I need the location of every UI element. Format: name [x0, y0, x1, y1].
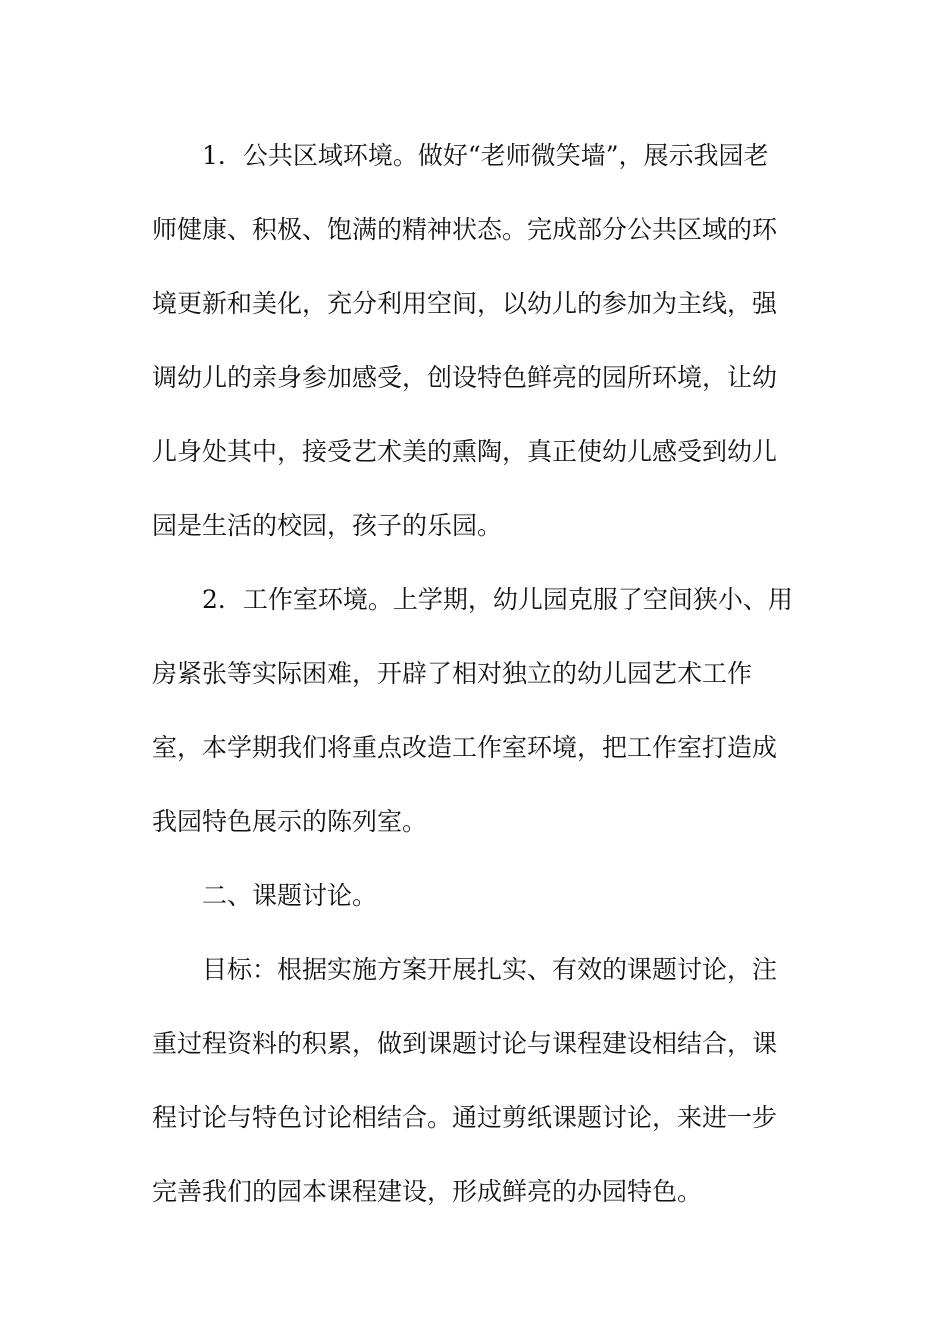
text-line: 1．公共区域环境。做好“老师微笑墙”，展示我园老	[202, 141, 769, 170]
text-line: 重过程资料的积累，做到课题讨论与课程建设相结合，课	[152, 1029, 778, 1058]
text-line: 师健康、积极、饱满的精神状态。完成部分公共区域的环	[152, 215, 778, 244]
text-line: 境更新和美化，充分利用空间，以幼儿的参加为主线，强	[152, 289, 778, 318]
text-line: 2．工作室环境。上学期，幼儿园克服了空间狭小、用	[202, 585, 793, 614]
text-line: 完善我们的园本课程建设，形成鲜亮的办园特色。	[152, 1177, 703, 1206]
text-line: 程讨论与特色讨论相结合。通过剪纸课题讨论，来进一步	[152, 1103, 778, 1132]
text-line: 我园特色展示的陈列室。	[152, 807, 428, 836]
section-heading: 二、课题讨论。	[202, 881, 378, 910]
text-line: 调幼儿的亲身参加感受，创设特色鲜亮的园所环境，让幼	[152, 363, 778, 392]
text-line: 室，本学期我们将重点改造工作室环境，把工作室打造成	[152, 733, 778, 762]
text-line: 园是生活的校园，孩子的乐园。	[152, 511, 503, 540]
text-line: 房紧张等实际困难，开辟了相对独立的幼儿园艺术工作	[152, 659, 753, 688]
text-line: 目标：根据实施方案开展扎实、有效的课题讨论，注	[202, 955, 778, 984]
text-line: 儿身处其中，接受艺术美的熏陶，真正使幼儿感受到幼儿	[152, 437, 778, 466]
